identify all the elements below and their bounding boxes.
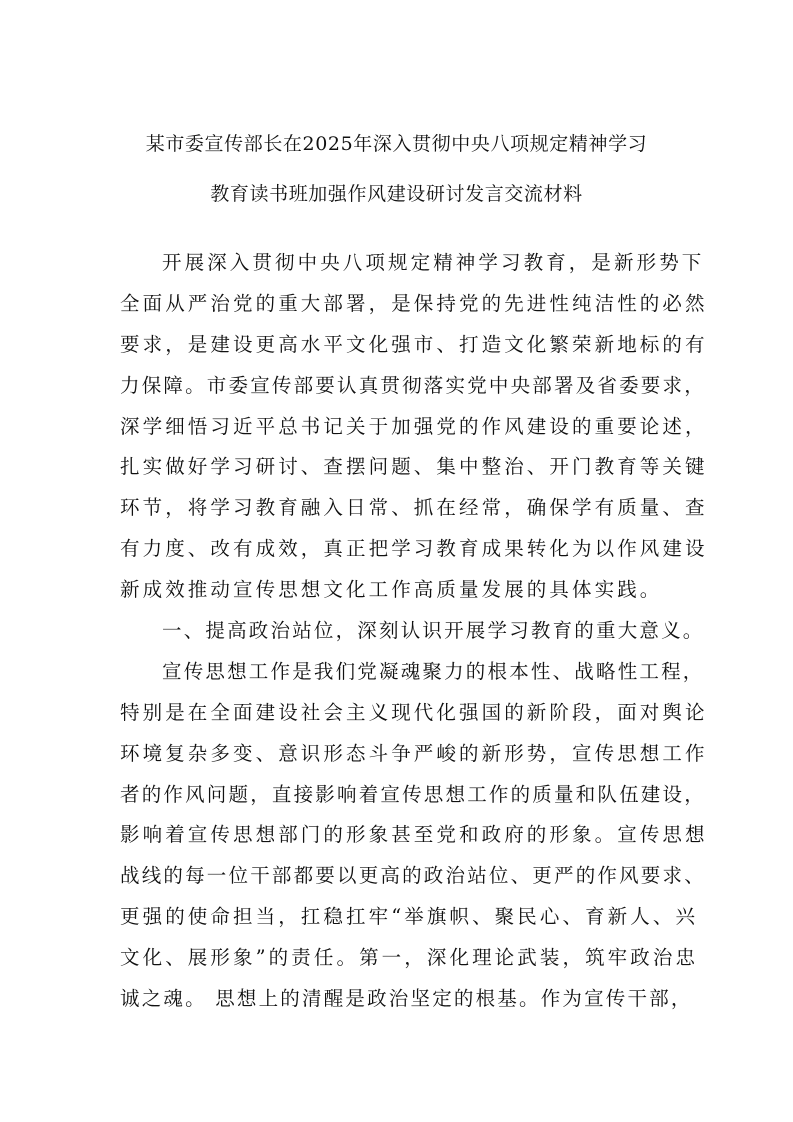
paragraph-2-line-6: 战线的每一位干部都要以更高的政治站位、更严的作风要求、 xyxy=(120,864,706,888)
paragraph-2-line-1: 宣传思想工作是我们党凝魂聚力的根本性、战略性工程， xyxy=(162,659,705,683)
paragraph-1-line-3: 要求，是建设更高水平文化强市、打造文化繁荣新地标的有 xyxy=(120,332,708,356)
paragraph-2-line-4: 者的作风问题，直接影响着宣传思想工作的质量和队伍建设， xyxy=(120,782,706,806)
section-heading-1: 一、提高政治站位，深刻认识开展学习教育的重大意义。 xyxy=(162,619,705,643)
paragraph-2-line-9: 诚之魂。 思想上的清醒是政治坚定的根基。作为宣传干部， xyxy=(120,987,693,1011)
paragraph-2-line-3: 环境复杂多变、意识形态斗争严峻的新形势，宣传思想工作 xyxy=(120,741,708,765)
paragraph-1-line-2: 全面从严治党的重大部署，是保持党的先进性纯洁性的必然 xyxy=(120,291,708,315)
paragraph-1-line-8: 有力度、改有成效，真正把学习教育成果转化为以作风建设 xyxy=(120,537,708,561)
paragraph-1-line-4: 力保障。市委宣传部要认真贯彻落实党中央部署及省委要求， xyxy=(120,373,706,397)
document-title-line-1: 某市委宣传部长在2025年深入贯彻中央八项规定精神学习 xyxy=(145,133,648,155)
paragraph-2-line-8: 文化、展形象”的责任。第一，深化理论武装，筑牢政治忠 xyxy=(120,946,699,970)
paragraph-1-line-1: 开展深入贯彻中央八项规定精神学习教育，是新形势下 xyxy=(162,251,705,274)
paragraph-1-line-5: 深学细悟习近平总书记关于加强党的作风建设的重要论述， xyxy=(120,414,708,438)
paragraph-2-line-5: 影响着宣传思想部门的形象甚至党和政府的形象。宣传思想 xyxy=(120,823,708,847)
paragraph-2-line-2: 特别是在全面建设社会主义现代化强国的新阶段，面对舆论 xyxy=(120,700,708,724)
paragraph-1-line-7: 环节，将学习教育融入日常、抓在经常，确保学有质量、查 xyxy=(120,496,708,520)
paragraph-2-line-7: 更强的使命担当，扛稳扛牢“举旗帜、聚民心、育新人、兴 xyxy=(120,905,699,929)
paragraph-1-line-6: 扎实做好学习研讨、查摆问题、集中整治、开门教育等关键 xyxy=(120,455,708,479)
paragraph-1-line-9: 新成效推动宣传思想文化工作高质量发展的具体实践。 xyxy=(120,578,663,602)
document-title-line-2: 教育读书班加强作风建设研讨发言交流材料 xyxy=(210,183,583,205)
document-body xyxy=(120,243,708,1020)
